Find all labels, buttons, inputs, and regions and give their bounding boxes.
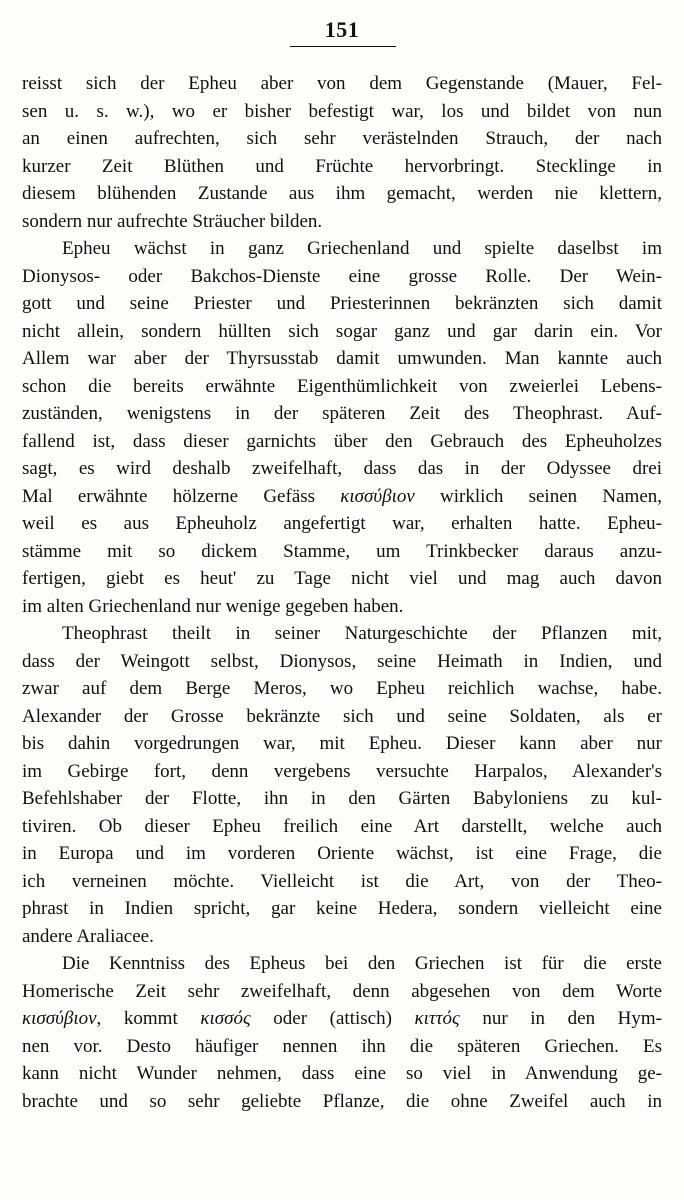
text-line-with-greek xyxy=(22,1005,662,1033)
text-line: nicht allein, sondern hüllten sich sogar ganz und gar darin ein. Vor xyxy=(22,320,662,342)
header-rule xyxy=(290,46,396,47)
text-line: Theophrast theilt in seiner Naturgeschichte der Pflanzen mit, xyxy=(62,623,662,644)
text-line: gott und seine Priester und Priesterinnen bekränzten sich damit xyxy=(22,293,662,314)
text-line: phrast in Indien spricht, gar keine Hedera, sondern vielleicht eine xyxy=(22,898,662,919)
text-line: reisst sich der Epheu aber von dem Gegenstande (Mauer, Fel- xyxy=(22,73,662,94)
paragraph-1 xyxy=(22,70,662,235)
text-line-with-greek xyxy=(22,483,662,511)
text-line: kann nicht Wunder nehmen, dass eine so viel in Anwendung ge- xyxy=(22,1063,662,1084)
text-line: fertigen, giebt es heut' zu Tage nicht viel und mag auch davon xyxy=(22,568,662,589)
text-line: Dionysos- oder Bakchos-Dienste eine grosse Rolle. Der Wein- xyxy=(22,265,662,287)
text-line: im Gebirge fort, denn vergebens versuchte Harpalos, Alexander's xyxy=(22,760,662,782)
greek-word: κισσύβιον xyxy=(22,1008,97,1029)
text-line: Epheu wächst in ganz Griechenland und spielte daselbst im xyxy=(62,238,662,259)
text-line: Die Kenntniss des Epheus bei den Griechen ist für die erste xyxy=(62,953,662,974)
text-segment: nur in den Hym- xyxy=(459,1008,662,1029)
text-line: Alexander der Grosse bekränzte sich und seine Soldaten, als er xyxy=(22,705,662,727)
text-line: im alten Griechenland nur wenige gegeben haben. xyxy=(22,595,404,617)
text-line: Befehlshaber der Flotte, ihn in den Gärten Babyloniens zu kul- xyxy=(22,788,662,809)
text-segment: Mal erwähnte hölzerne Gefäss xyxy=(22,485,341,507)
text-line: brachte und so sehr geliebte Pflanze, die ohne Zweifel auch in xyxy=(22,1090,662,1112)
greek-word: κισσός xyxy=(200,1008,251,1029)
text-line: dass der Weingott selbst, Dionysos, seine Heimath in Indien, und xyxy=(22,650,662,672)
text-line: Allem war aber der Thyrsusstab damit umwunden. Man kannte auch xyxy=(22,348,662,369)
text-line: in Europa und im vorderen Oriente wächst, ist eine Frage, die xyxy=(22,843,662,864)
text-line: zwar auf dem Berge Meros, wo Epheu reichlich wachse, habe. xyxy=(22,678,662,699)
page-number: 151 xyxy=(324,17,360,42)
text-line: sen u. s. w.), wo er bisher befestigt war, los und bildet von nun xyxy=(22,100,662,122)
text-line: sagt, es wird deshalb zweifelhaft, dass das in der Odyssee drei xyxy=(22,458,662,479)
text-line: bis dahin vorgedrungen war, mit Epheu. Dieser kann aber nur xyxy=(22,733,662,754)
text-segment: oder (attisch) xyxy=(250,1008,415,1029)
body-text xyxy=(22,70,662,1115)
text-line: diesem blühenden Zustande aus ihm gemacht, werden nie klettern, xyxy=(22,183,662,204)
text-line: an einen aufrechten, sich sehr verästelnden Strauch, der nach xyxy=(22,128,662,149)
text-line: sondern nur aufrechte Sträucher bilden. xyxy=(22,210,323,232)
greek-word: κιττός xyxy=(414,1008,460,1029)
text-segment: wirklich seinen Namen, xyxy=(414,485,662,507)
page-header xyxy=(0,16,684,56)
text-line: fallend ist, dass dieser garnichts über den Gebrauch des Epheuholzes xyxy=(22,430,662,452)
text-line: zuständen, wenigstens in der späteren Zeit des Theophrast. Auf- xyxy=(22,403,662,424)
text-line: ich verneinen möchte. Vielleicht ist die Art, von der Theo- xyxy=(22,870,662,892)
greek-word: κισσύβιον xyxy=(340,485,415,507)
text-segment: , kommt xyxy=(96,1008,201,1029)
text-line: weil es aus Epheuholz angefertigt war, erhalten hatte. Epheu- xyxy=(22,513,662,534)
text-line: tiviren. Ob dieser Epheu freilich eine Art darstellt, welche auch xyxy=(22,815,662,837)
paragraph-3 xyxy=(22,620,662,950)
text-line: kurzer Zeit Blüthen und Früchte hervorbringt. Stecklinge in xyxy=(22,155,662,177)
text-line: schon die bereits erwähnte Eigenthümlichkeit von zweierlei Lebens- xyxy=(22,375,662,397)
text-line: Homerische Zeit sehr zweifelhaft, denn abgesehen von dem Worte xyxy=(22,980,662,1002)
paragraph-4 xyxy=(22,950,662,1115)
text-line: stämme mit so dickem Stamme, um Trinkbecker daraus anzu- xyxy=(22,540,662,562)
text-line: nen vor. Desto häufiger nennen ihn die späteren Griechen. Es xyxy=(22,1035,662,1057)
paragraph-2 xyxy=(22,235,662,620)
text-line: andere Araliacee. xyxy=(22,925,154,947)
